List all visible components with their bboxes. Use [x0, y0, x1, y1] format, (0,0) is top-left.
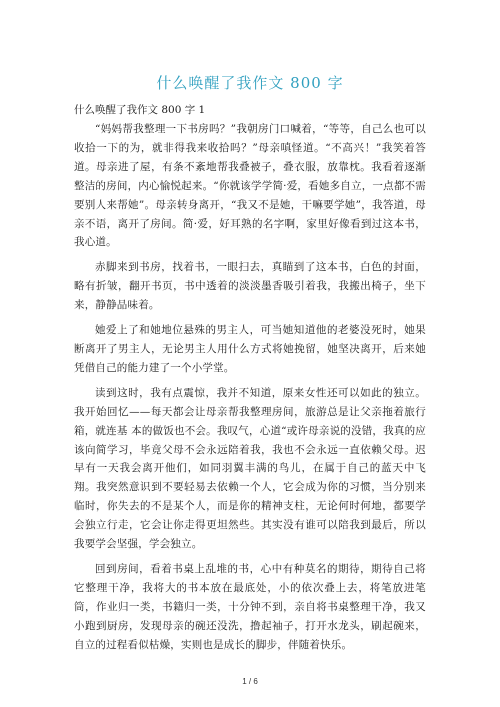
document-subtitle: 什么唤醒了我作文 800 字 1 [74, 104, 206, 116]
document-title: 什么唤醒了我作文 800 字 [156, 74, 344, 92]
document-body [74, 120, 426, 660]
page-indicator: 1 / 6 [242, 677, 258, 686]
paragraph: 回到房间，看着书桌上乱堆的书，心中有种莫名的期待，期待自己将它整理干净，我将大的书本放在最底处，小的依次叠上去，将笔放进笔筒，作业归一类，书籍归一类，十分钟不到，亲自将书桌整理干净，我又小跑到厨房，发现母亲的碗还没洗，撸起袖子，打开水龙头，刷起碗来，自立的过程看似枯燥，实则也是成长的脚步，伴随着快乐。 [74, 562, 426, 651]
paragraph: 她爱上了和她地位悬殊的男主人，可当她知道他的老婆没死时，她果断离开了男主人，无论男主人用什么方式将她挽留，她坚决离开，后来她凭借自己的能力建了一个小学堂。 [74, 324, 426, 374]
paragraph: 赤脚来到书房，找着书，一眼扫去，真瞄到了这本书，白色的封面，略有折皱，翻开书页，书中透着的淡淡墨香吸引着我，我搬出椅子，坐下来，静静品味着。 [74, 261, 426, 312]
paragraph: 读到这时，我有点震惊，我并不知道，原来女性还可以如此的独立。我开始回忆——每天都会让母亲帮我整理房间，旅游总是让父亲拖着旅行箱，就连基 本的做饭也不会。我叹气，心道“或许母亲说的没错，我真的应该向简学习，毕竟父母不会永远陪着我，我也不会永远一直依赖父母。迟早有一天我会离开他们，如同羽翼丰满的鸟儿，在属于自己的蓝天中飞翔。我突然意识到不要轻易去依赖一个人，它会成为你的习惯，当分别来临时，你失去的不是某个人，而是你的精神支柱，无论何时何地，都要学会独立行走，它会让你走得更坦然些。其实没有谁可以陪我到最后，所以我要学会坚强，学会独立。 [74, 386, 426, 551]
paragraph: “妈妈帮我整理一下书房吗？”我朝房门口喊着，“等等，自己么也可以收拾一下的为，就非得我来收拾吗？”母亲嗔怪道。“不高兴！”我笑着答道。母亲进了屋，有条不紊地帮我叠被子，叠衣服，放靠枕。我看着逐渐整洁的房间，内心愉悦起来。“你就该学学简·爱，看她多自立，一点都不需要别人来帮她”。母亲转身离开，“我又不是她，干嘛要学她”，我答道，母亲不语，离开了房间。简·爱，好耳熟的名字啊，家里好像看到过这本书，我心道。 [74, 123, 426, 249]
